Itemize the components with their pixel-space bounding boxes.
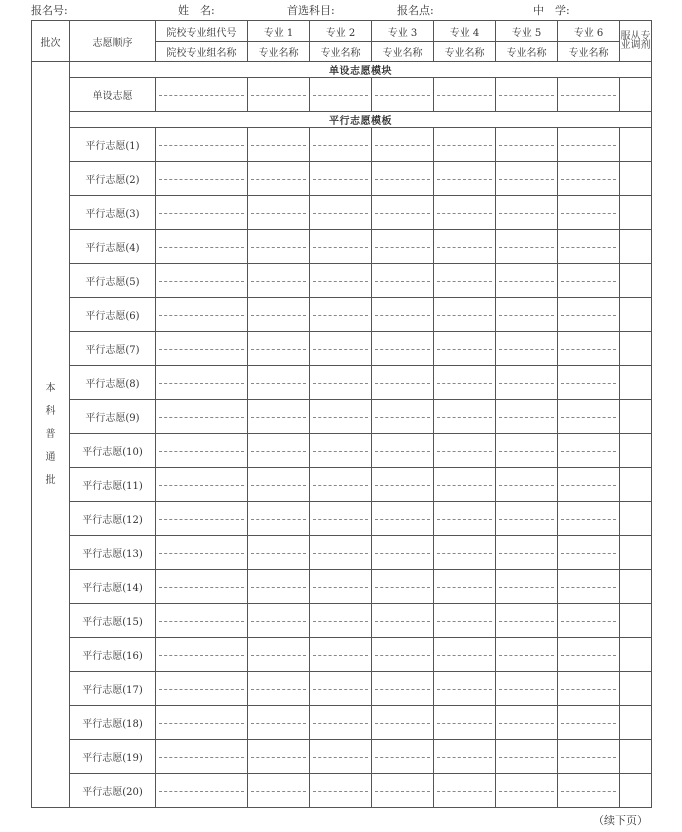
- parallel-volunteer-row: [32, 366, 652, 400]
- adjust-input-cell[interactable]: [620, 468, 652, 502]
- major-input-cell[interactable]: [310, 536, 372, 570]
- major-input-cell[interactable]: [372, 638, 434, 672]
- major-input-cell[interactable]: [496, 502, 558, 536]
- major-input-cell[interactable]: [434, 638, 496, 672]
- name-label: 姓 名:: [178, 4, 215, 17]
- parallel-volunteer-row: [32, 230, 652, 264]
- major-input-cell[interactable]: [248, 706, 310, 740]
- parallel-volunteer-row: [32, 740, 652, 774]
- batch-char: 科: [45, 406, 56, 417]
- major-input-cell[interactable]: [434, 230, 496, 264]
- major-input-cell[interactable]: [434, 604, 496, 638]
- col-header-major-1: 专业 1: [248, 21, 310, 42]
- major-input-cell[interactable]: [496, 672, 558, 706]
- major-input-cell[interactable]: [372, 196, 434, 230]
- adjust-input-cell[interactable]: [620, 196, 652, 230]
- batch-char: 通: [45, 452, 56, 463]
- major-input-cell[interactable]: [310, 332, 372, 366]
- group-input-cell[interactable]: [156, 400, 248, 434]
- group-input-cell[interactable]: [156, 468, 248, 502]
- group-input-cell[interactable]: [156, 740, 248, 774]
- major-input-cell[interactable]: [310, 196, 372, 230]
- group-input-cell[interactable]: [156, 638, 248, 672]
- major-input-cell[interactable]: [248, 434, 310, 468]
- major-input-cell[interactable]: [434, 570, 496, 604]
- major-input-cell[interactable]: [248, 638, 310, 672]
- row-label: 单设志愿: [70, 78, 156, 112]
- col-header-major-6: 专业 6: [558, 21, 620, 42]
- group-input-cell[interactable]: [156, 366, 248, 400]
- major-input-cell[interactable]: [496, 162, 558, 196]
- major-input-cell[interactable]: [434, 78, 496, 112]
- parallel-volunteer-row: [32, 706, 652, 740]
- major-input-cell[interactable]: [558, 230, 620, 264]
- col-header-major-4: 专业 4: [434, 21, 496, 42]
- major-input-cell[interactable]: [434, 162, 496, 196]
- batch-char: 本: [45, 383, 56, 394]
- major-input-cell[interactable]: [248, 230, 310, 264]
- first-subject-label: 首选科目:: [287, 4, 335, 17]
- adjust-input-cell[interactable]: [620, 128, 652, 162]
- col-header-major-name: 专业名称: [558, 42, 620, 62]
- major-input-cell[interactable]: [372, 468, 434, 502]
- row-label: 平行志愿(10): [70, 434, 156, 468]
- group-input-cell[interactable]: [156, 536, 248, 570]
- major-input-cell[interactable]: [372, 298, 434, 332]
- parallel-volunteer-row: [32, 672, 652, 706]
- major-input-cell[interactable]: [434, 366, 496, 400]
- major-input-cell[interactable]: [310, 298, 372, 332]
- parallel-volunteer-row: [32, 638, 652, 672]
- major-input-cell[interactable]: [310, 400, 372, 434]
- major-input-cell[interactable]: [310, 672, 372, 706]
- major-input-cell[interactable]: [310, 502, 372, 536]
- major-input-cell[interactable]: [558, 264, 620, 298]
- parallel-volunteer-row: [32, 604, 652, 638]
- major-input-cell[interactable]: [496, 706, 558, 740]
- major-input-cell[interactable]: [558, 536, 620, 570]
- major-input-cell[interactable]: [558, 434, 620, 468]
- adjust-input-cell[interactable]: [620, 366, 652, 400]
- major-input-cell[interactable]: [248, 332, 310, 366]
- major-input-cell[interactable]: [558, 672, 620, 706]
- row-label: 平行志愿(9): [70, 400, 156, 434]
- major-input-cell[interactable]: [372, 162, 434, 196]
- group-input-cell[interactable]: [156, 162, 248, 196]
- major-input-cell[interactable]: [558, 570, 620, 604]
- major-input-cell[interactable]: [372, 604, 434, 638]
- row-label: 平行志愿(4): [70, 230, 156, 264]
- major-input-cell[interactable]: [372, 128, 434, 162]
- major-input-cell[interactable]: [310, 468, 372, 502]
- parallel-volunteer-row: [32, 298, 652, 332]
- major-input-cell[interactable]: [558, 502, 620, 536]
- col-header-batch: 批次: [32, 21, 70, 62]
- row-label: 平行志愿(17): [70, 672, 156, 706]
- group-input-cell[interactable]: [156, 502, 248, 536]
- major-input-cell[interactable]: [496, 128, 558, 162]
- major-input-cell[interactable]: [496, 78, 558, 112]
- major-input-cell[interactable]: [310, 604, 372, 638]
- major-input-cell[interactable]: [372, 332, 434, 366]
- major-input-cell[interactable]: [434, 128, 496, 162]
- major-input-cell[interactable]: [248, 774, 310, 808]
- major-input-cell[interactable]: [558, 128, 620, 162]
- col-header-major-3: 专业 3: [372, 21, 434, 42]
- major-input-cell[interactable]: [496, 230, 558, 264]
- volunteer-form-table: [31, 20, 652, 808]
- col-header-major-name: 专业名称: [310, 42, 372, 62]
- parallel-volunteer-row: [32, 332, 652, 366]
- col-header-major-name: 专业名称: [248, 42, 310, 62]
- col-header-major-name: 专业名称: [372, 42, 434, 62]
- major-input-cell[interactable]: [558, 298, 620, 332]
- registration-no-label: 报名号:: [31, 4, 68, 17]
- group-input-cell[interactable]: [156, 128, 248, 162]
- major-input-cell[interactable]: [496, 434, 558, 468]
- major-input-cell[interactable]: [496, 264, 558, 298]
- row-label: 平行志愿(1): [70, 128, 156, 162]
- adjust-input-cell[interactable]: [620, 536, 652, 570]
- school-label: 中 学:: [533, 4, 570, 17]
- major-input-cell[interactable]: [434, 332, 496, 366]
- major-input-cell[interactable]: [248, 196, 310, 230]
- col-header-major-5: 专业 5: [496, 21, 558, 42]
- adjust-input-cell[interactable]: [620, 502, 652, 536]
- major-input-cell[interactable]: [310, 570, 372, 604]
- major-input-cell[interactable]: [496, 638, 558, 672]
- major-input-cell[interactable]: [434, 706, 496, 740]
- major-input-cell[interactable]: [558, 740, 620, 774]
- major-input-cell[interactable]: [310, 638, 372, 672]
- major-input-cell[interactable]: [496, 400, 558, 434]
- major-input-cell[interactable]: [248, 78, 310, 112]
- major-input-cell[interactable]: [434, 298, 496, 332]
- major-input-cell[interactable]: [372, 366, 434, 400]
- major-input-cell[interactable]: [496, 196, 558, 230]
- adjust-input-cell[interactable]: [620, 740, 652, 774]
- major-input-cell[interactable]: [496, 366, 558, 400]
- major-input-cell[interactable]: [558, 78, 620, 112]
- group-input-cell[interactable]: [156, 434, 248, 468]
- row-label: 平行志愿(19): [70, 740, 156, 774]
- major-input-cell[interactable]: [310, 706, 372, 740]
- major-input-cell[interactable]: [434, 196, 496, 230]
- major-input-cell[interactable]: [372, 400, 434, 434]
- row-label: 平行志愿(7): [70, 332, 156, 366]
- major-input-cell[interactable]: [558, 468, 620, 502]
- major-input-cell[interactable]: [558, 162, 620, 196]
- major-input-cell[interactable]: [558, 366, 620, 400]
- adjust-input-cell[interactable]: [620, 638, 652, 672]
- section-single: 单设志愿模块: [70, 62, 652, 78]
- major-input-cell[interactable]: [248, 570, 310, 604]
- parallel-volunteer-row: [32, 536, 652, 570]
- col-header-group-name: 院校专业组名称: [156, 42, 248, 62]
- group-input-cell[interactable]: [156, 78, 248, 112]
- adjust-input-cell[interactable]: [620, 298, 652, 332]
- major-input-cell[interactable]: [372, 434, 434, 468]
- major-input-cell[interactable]: [496, 332, 558, 366]
- row-label: 平行志愿(6): [70, 298, 156, 332]
- major-input-cell[interactable]: [248, 298, 310, 332]
- major-input-cell[interactable]: [372, 536, 434, 570]
- group-input-cell[interactable]: [156, 604, 248, 638]
- major-input-cell[interactable]: [310, 230, 372, 264]
- major-input-cell[interactable]: [372, 706, 434, 740]
- major-input-cell[interactable]: [434, 774, 496, 808]
- major-input-cell[interactable]: [496, 570, 558, 604]
- adjust-input-cell[interactable]: [620, 774, 652, 808]
- major-input-cell[interactable]: [248, 672, 310, 706]
- group-input-cell[interactable]: [156, 332, 248, 366]
- batch-name: [32, 62, 70, 808]
- col-header-group-code: 院校专业组代号: [156, 21, 248, 42]
- adjust-input-cell[interactable]: [620, 162, 652, 196]
- major-input-cell[interactable]: [372, 570, 434, 604]
- parallel-volunteer-row: [32, 162, 652, 196]
- major-input-cell[interactable]: [434, 502, 496, 536]
- group-input-cell[interactable]: [156, 230, 248, 264]
- major-input-cell[interactable]: [496, 740, 558, 774]
- major-input-cell[interactable]: [558, 332, 620, 366]
- adjust-input-cell[interactable]: [620, 604, 652, 638]
- group-input-cell[interactable]: [156, 774, 248, 808]
- parallel-volunteer-row: [32, 774, 652, 808]
- col-header-major-2: 专业 2: [310, 21, 372, 42]
- row-label: 平行志愿(13): [70, 536, 156, 570]
- major-input-cell[interactable]: [558, 638, 620, 672]
- major-input-cell[interactable]: [434, 740, 496, 774]
- row-label: 平行志愿(18): [70, 706, 156, 740]
- major-input-cell[interactable]: [434, 400, 496, 434]
- major-input-cell[interactable]: [558, 196, 620, 230]
- row-label: 平行志愿(2): [70, 162, 156, 196]
- major-input-cell[interactable]: [372, 672, 434, 706]
- continued-note: （续下页）: [593, 814, 648, 827]
- major-input-cell[interactable]: [372, 502, 434, 536]
- parallel-volunteer-row: [32, 468, 652, 502]
- row-label: 平行志愿(15): [70, 604, 156, 638]
- adjust-input-cell[interactable]: [620, 400, 652, 434]
- adjust-input-cell[interactable]: [620, 230, 652, 264]
- parallel-volunteer-row: [32, 400, 652, 434]
- major-input-cell[interactable]: [496, 774, 558, 808]
- major-input-cell[interactable]: [558, 706, 620, 740]
- section-parallel: 平行志愿模板: [70, 112, 652, 128]
- row-label: 平行志愿(3): [70, 196, 156, 230]
- group-input-cell[interactable]: [156, 570, 248, 604]
- parallel-volunteer-row: [32, 128, 652, 162]
- major-input-cell[interactable]: [372, 740, 434, 774]
- adjust-input-cell[interactable]: [620, 332, 652, 366]
- adjust-input-cell[interactable]: [620, 264, 652, 298]
- group-input-cell[interactable]: [156, 706, 248, 740]
- major-input-cell[interactable]: [310, 264, 372, 298]
- major-input-cell[interactable]: [248, 400, 310, 434]
- major-input-cell[interactable]: [496, 468, 558, 502]
- adjust-input-cell[interactable]: [620, 434, 652, 468]
- parallel-volunteer-row: [32, 196, 652, 230]
- row-label: 平行志愿(16): [70, 638, 156, 672]
- major-input-cell[interactable]: [558, 604, 620, 638]
- major-input-cell[interactable]: [310, 434, 372, 468]
- major-input-cell[interactable]: [248, 740, 310, 774]
- row-label: 平行志愿(14): [70, 570, 156, 604]
- major-input-cell[interactable]: [248, 264, 310, 298]
- row-label: 平行志愿(12): [70, 502, 156, 536]
- major-input-cell[interactable]: [310, 78, 372, 112]
- adjust-input-cell[interactable]: [620, 570, 652, 604]
- row-label: 平行志愿(11): [70, 468, 156, 502]
- group-input-cell[interactable]: [156, 196, 248, 230]
- major-input-cell[interactable]: [248, 536, 310, 570]
- major-input-cell[interactable]: [496, 298, 558, 332]
- major-input-cell[interactable]: [372, 774, 434, 808]
- group-input-cell[interactable]: [156, 672, 248, 706]
- adjust-input-cell[interactable]: [620, 672, 652, 706]
- row-label: 平行志愿(8): [70, 366, 156, 400]
- major-input-cell[interactable]: [248, 366, 310, 400]
- major-input-cell[interactable]: [496, 604, 558, 638]
- major-input-cell[interactable]: [434, 264, 496, 298]
- adjust-input-cell[interactable]: [620, 706, 652, 740]
- major-input-cell[interactable]: [434, 468, 496, 502]
- major-input-cell[interactable]: [248, 604, 310, 638]
- batch-char: 批: [45, 475, 56, 486]
- major-input-cell[interactable]: [310, 740, 372, 774]
- major-input-cell[interactable]: [248, 162, 310, 196]
- parallel-volunteer-row: [32, 570, 652, 604]
- batch-char: 普: [45, 429, 56, 440]
- major-input-cell[interactable]: [310, 162, 372, 196]
- row-label: 平行志愿(20): [70, 774, 156, 808]
- major-input-cell[interactable]: [372, 78, 434, 112]
- single-volunteer-row: [32, 78, 652, 112]
- major-input-cell[interactable]: [496, 536, 558, 570]
- major-input-cell[interactable]: [558, 774, 620, 808]
- col-header-major-name: 专业名称: [434, 42, 496, 62]
- major-input-cell[interactable]: [434, 672, 496, 706]
- group-input-cell[interactable]: [156, 298, 248, 332]
- parallel-volunteer-row: [32, 434, 652, 468]
- col-header-major-name: 专业名称: [496, 42, 558, 62]
- major-input-cell[interactable]: [310, 774, 372, 808]
- group-input-cell[interactable]: [156, 264, 248, 298]
- exam-site-label: 报名点:: [397, 4, 434, 17]
- major-input-cell[interactable]: [434, 434, 496, 468]
- major-input-cell[interactable]: [372, 264, 434, 298]
- major-input-cell[interactable]: [310, 128, 372, 162]
- major-input-cell[interactable]: [558, 400, 620, 434]
- adjust-input-cell[interactable]: [620, 78, 652, 112]
- parallel-volunteer-row: [32, 502, 652, 536]
- major-input-cell[interactable]: [434, 536, 496, 570]
- major-input-cell[interactable]: [372, 230, 434, 264]
- major-input-cell[interactable]: [248, 502, 310, 536]
- parallel-volunteer-row: [32, 264, 652, 298]
- col-header-adjust: 服从专业调剂: [620, 21, 652, 62]
- col-header-order: 志愿顺序: [70, 21, 156, 62]
- row-label: 平行志愿(5): [70, 264, 156, 298]
- major-input-cell[interactable]: [248, 468, 310, 502]
- major-input-cell[interactable]: [248, 128, 310, 162]
- major-input-cell[interactable]: [310, 366, 372, 400]
